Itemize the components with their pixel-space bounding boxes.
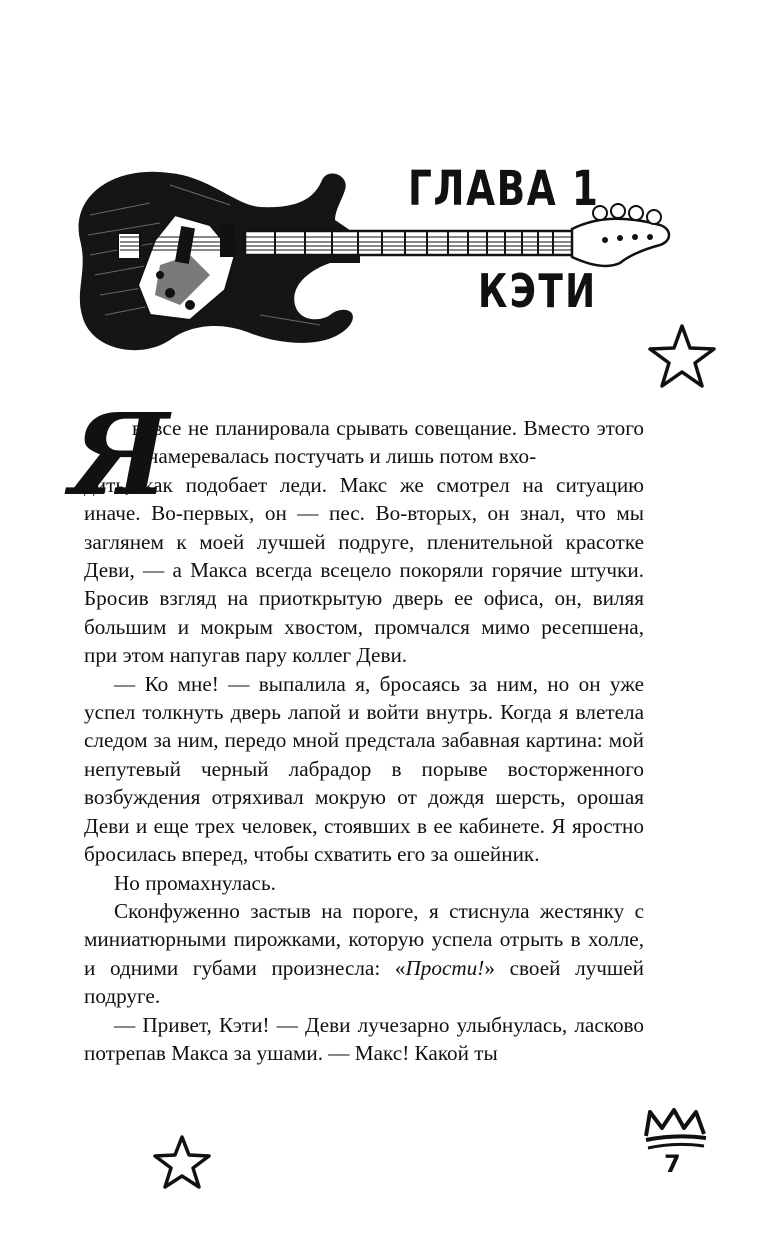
- chapter-name: КЭТИ: [478, 264, 598, 318]
- paragraph: [84, 897, 644, 1011]
- star-icon: [152, 1134, 212, 1190]
- paragraph-text: Сконфуженно застыв на пороге, я стиснула жестянку с миниатюрными пирожками, которую успела отрыть в холле, и одними губами произнесла: «: [84, 898, 644, 980]
- paragraph: [84, 414, 644, 670]
- paragraph-text: дить, как подобает леди. Макс же смотрел на ситуацию иначе. Во-первых, он — пес. Во-вторых, он знал, что мы заглянем к моей лучшей подруге, пленительной красотке Деви, — а Макса всегда всецело покоряли горячие штучки. Бросив взгляд на приоткрытую дверь ее офиса, он, виляя большим и мокрым хвостом, промчался мимо ресепшена, при этом напугав пару коллег Деви.: [84, 472, 644, 668]
- paragraph-text: » своей лучшей подруге.: [84, 955, 644, 1009]
- drop-cap: Я: [70, 390, 169, 521]
- italic-text: Прости!: [405, 955, 485, 980]
- crown-icon: [640, 1106, 712, 1154]
- paragraph: — Привет, Кэти! — Деви лучезарно улыбнулась, ласково потрепав Макса за ушами. — Макс! Какой ты: [84, 1012, 644, 1065]
- paragraph: — Ко мне! — выпалила я, бросаясь за ним, но он уже успел толкнуть дверь лапой и войти внутрь. Когда я влетела следом за ним, передо мной предстала забавная картина: мой непутевый черный лабрадор в порыве восторженного возбуждения отряхивал мокрую от дождя шерсть, орошая Деви и еще трех человек, стоявших в ее кабинете. Я яростно бросилась вперед, чтобы схватить его за ошейник.: [84, 671, 644, 867]
- star-icon: [646, 322, 718, 390]
- page-number: 7: [664, 1150, 681, 1178]
- first-line-text: вовсе не планировала срывать совещание. Вместо этого я намеревалась постучать и лишь потом вхо-: [132, 416, 644, 469]
- chapter-title: ГЛАВА 1: [408, 161, 600, 217]
- body-text: [84, 414, 644, 1067]
- paragraph: Но промахнулась.: [114, 870, 276, 895]
